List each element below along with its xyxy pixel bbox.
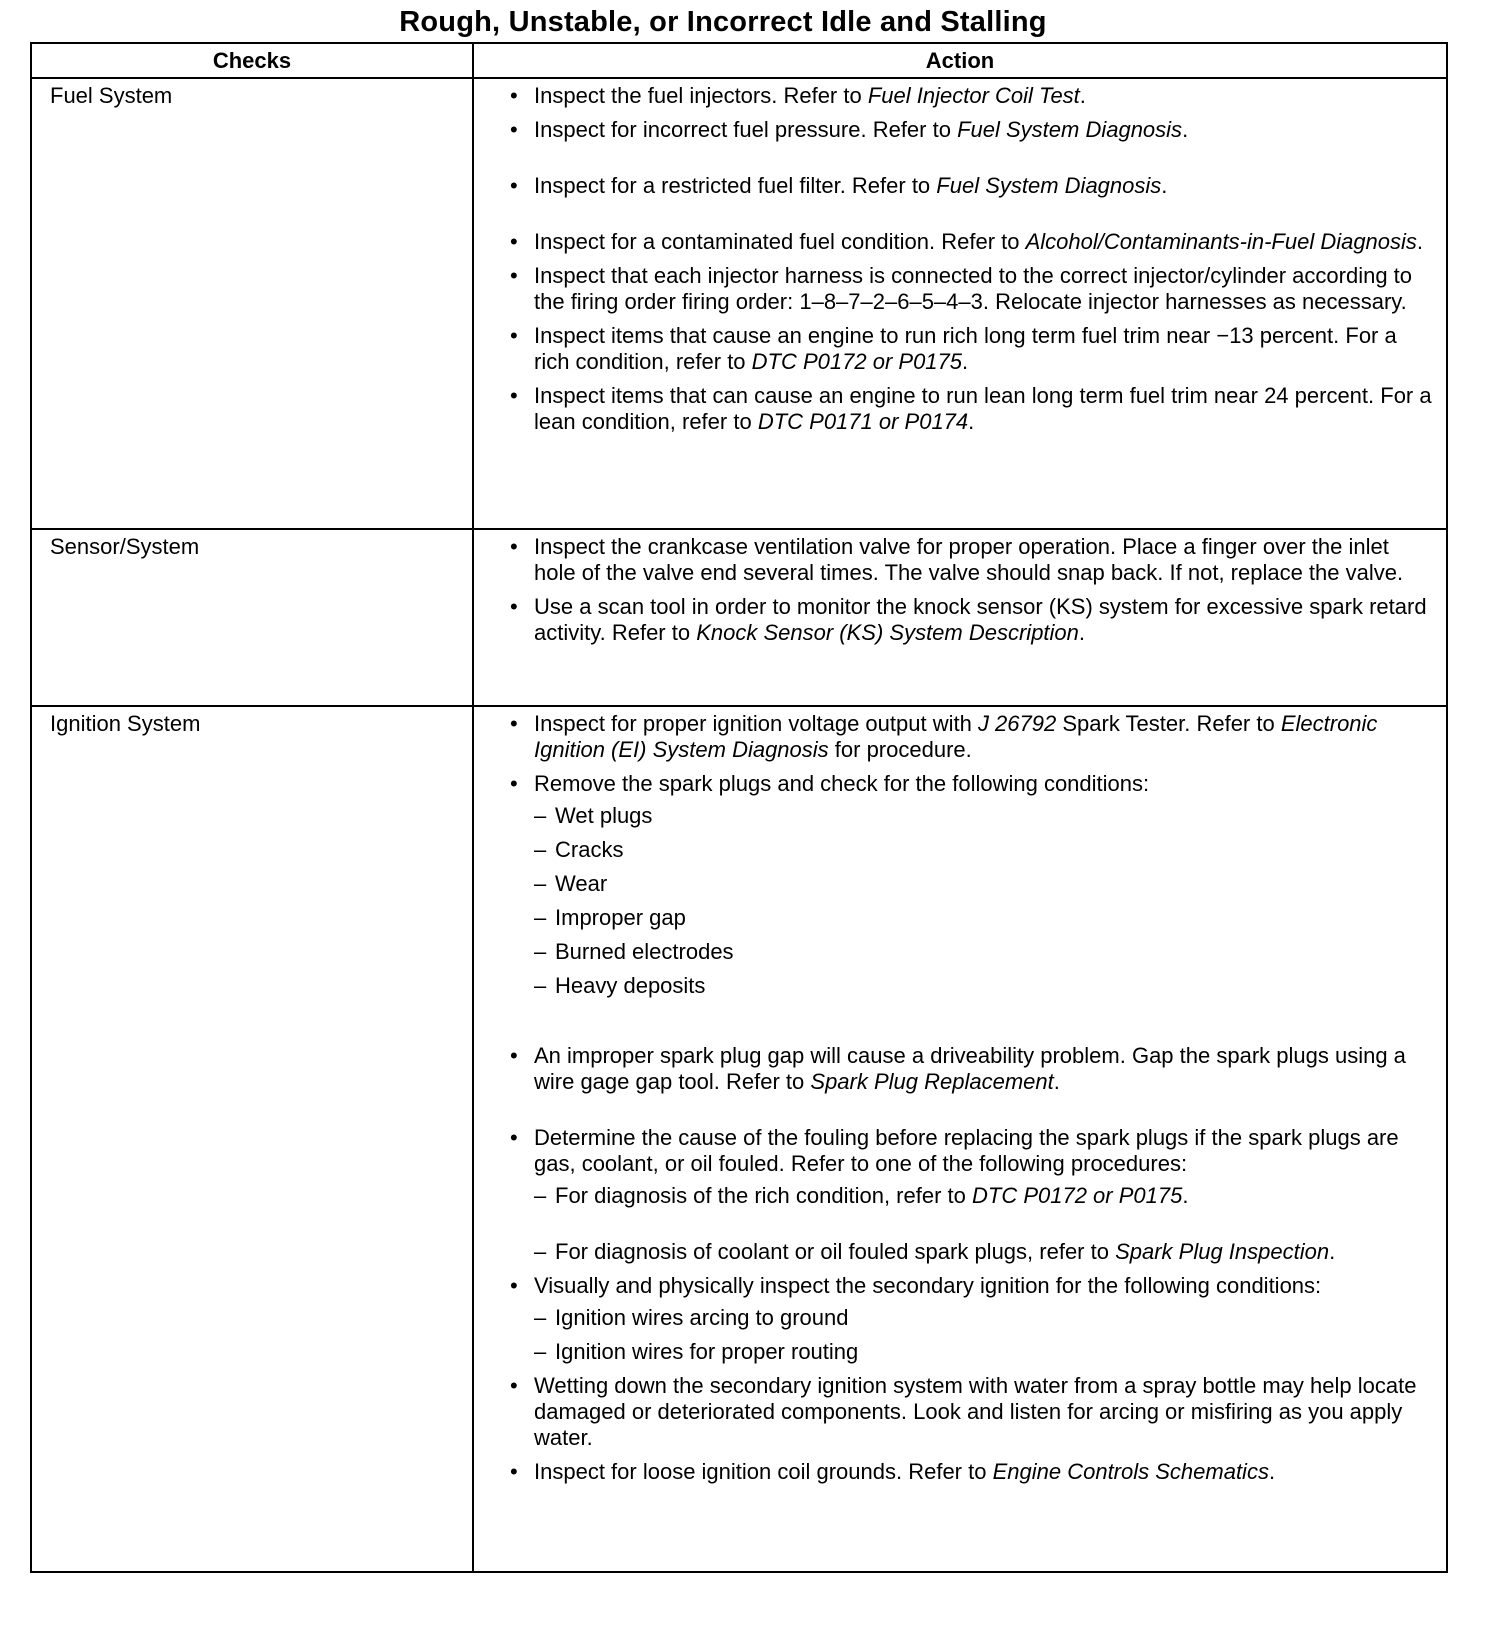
list-item: • Inspect for incorrect fuel pressure. Refer to Fuel System Diagnosis.	[474, 117, 1436, 143]
check-label: Fuel System	[31, 78, 473, 529]
action-list	[474, 83, 1436, 435]
sub-item: – Improper gap	[534, 905, 1436, 931]
list-item: • Inspect the fuel injectors. Refer to Fuel Injector Coil Test.	[474, 83, 1436, 109]
sub-item: – Ignition wires arcing to ground	[534, 1305, 1436, 1331]
table-row-sensor-system	[31, 529, 1447, 706]
list-item: • Inspect for a restricted fuel filter. Refer to Fuel System Diagnosis.	[474, 173, 1436, 199]
list-item: • Inspect for loose ignition coil grounds. Refer to Engine Controls Schematics.	[474, 1459, 1436, 1485]
sub-item: – For diagnosis of the rich condition, refer to DTC P0172 or P0175.	[534, 1183, 1436, 1209]
list-item: • Visually and physically inspect the secondary ignition for the following conditions: – Ignition wires arcing to ground – Ignition wires for proper routing	[474, 1273, 1436, 1365]
list-item: • An improper spark plug gap will cause a driveability problem. Gap the spark plugs using a wire gage gap tool. Refer to Spark Plug Replacement.	[474, 1043, 1436, 1095]
sub-item: – Wet plugs	[534, 803, 1436, 829]
list-item: • Inspect the crankcase ventilation valve for proper operation. Place a finger over the inlet hole of the valve end several times. The valve should snap back. If not, replace the valve.	[474, 534, 1436, 586]
action-cell	[473, 706, 1447, 1572]
action-list	[474, 534, 1436, 646]
sub-item: – Cracks	[534, 837, 1436, 863]
sub-list	[534, 1183, 1436, 1265]
check-label: Sensor/System	[31, 529, 473, 706]
list-item: • Inspect items that can cause an engine to run lean long term fuel trim near 24 percent. For a lean condition, refer to DTC P0171 or P0174.	[474, 383, 1436, 435]
action-list	[474, 711, 1436, 1485]
sub-item: – For diagnosis of coolant or oil fouled spark plugs, refer to Spark Plug Inspection.	[534, 1239, 1436, 1265]
action-cell	[473, 78, 1447, 529]
list-item: • Inspect for proper ignition voltage output with J 26792 Spark Tester. Refer to Electronic Ignition (EI) System Diagnosis for procedure.	[474, 711, 1436, 763]
list-item: • Inspect items that cause an engine to run rich long term fuel trim near −13 percent. For a rich condition, refer to DTC P0172 or P0175.	[474, 323, 1436, 375]
table-row-ignition-system	[31, 706, 1447, 1572]
list-item: • Inspect that each injector harness is connected to the correct injector/cylinder according to the firing order firing order: 1–8–7–2–6–5–4–3. Relocate injector harnesses as necessary.	[474, 263, 1436, 315]
sub-list	[534, 1305, 1436, 1365]
list-item: • Inspect for a contaminated fuel condition. Refer to Alcohol/Contaminants-in-Fuel Diagnosis.	[474, 229, 1436, 255]
column-header-checks: Checks	[31, 43, 473, 78]
list-item: • Use a scan tool in order to monitor the knock sensor (KS) system for excessive spark retard activity. Refer to Knock Sensor (KS) System Description.	[474, 594, 1436, 646]
table-row-fuel-system	[31, 78, 1447, 529]
sub-item: – Heavy deposits	[534, 973, 1436, 999]
table-header-row	[31, 43, 1447, 78]
list-item: • Wetting down the secondary ignition system with water from a spray bottle may help locate damaged or deteriorated components. Look and listen for arcing or misfiring as you apply water.	[474, 1373, 1436, 1451]
check-label: Ignition System	[31, 706, 473, 1572]
diagnosis-table	[30, 42, 1448, 1573]
sub-item: – Wear	[534, 871, 1436, 897]
column-header-action: Action	[473, 43, 1447, 78]
action-cell	[473, 529, 1447, 706]
sub-list	[534, 803, 1436, 999]
page-title: Rough, Unstable, or Incorrect Idle and Stalling	[399, 6, 1047, 38]
sub-item: – Ignition wires for proper routing	[534, 1339, 1436, 1365]
list-item: • Determine the cause of the fouling before replacing the spark plugs if the spark plugs are gas, coolant, or oil fouled. Refer to one of the following procedures: – For diagnosis of the rich condition, refer to DTC P0172 or P0175. – For diagnosis of coolant or oil fouled spark plugs, refer to Spark Plug Inspection.	[474, 1125, 1436, 1265]
sub-item: – Burned electrodes	[534, 939, 1436, 965]
list-item: • Remove the spark plugs and check for the following conditions: – Wet plugs – Cracks – Wear – Improper gap – Burned electrodes – Heavy deposits	[474, 771, 1436, 999]
